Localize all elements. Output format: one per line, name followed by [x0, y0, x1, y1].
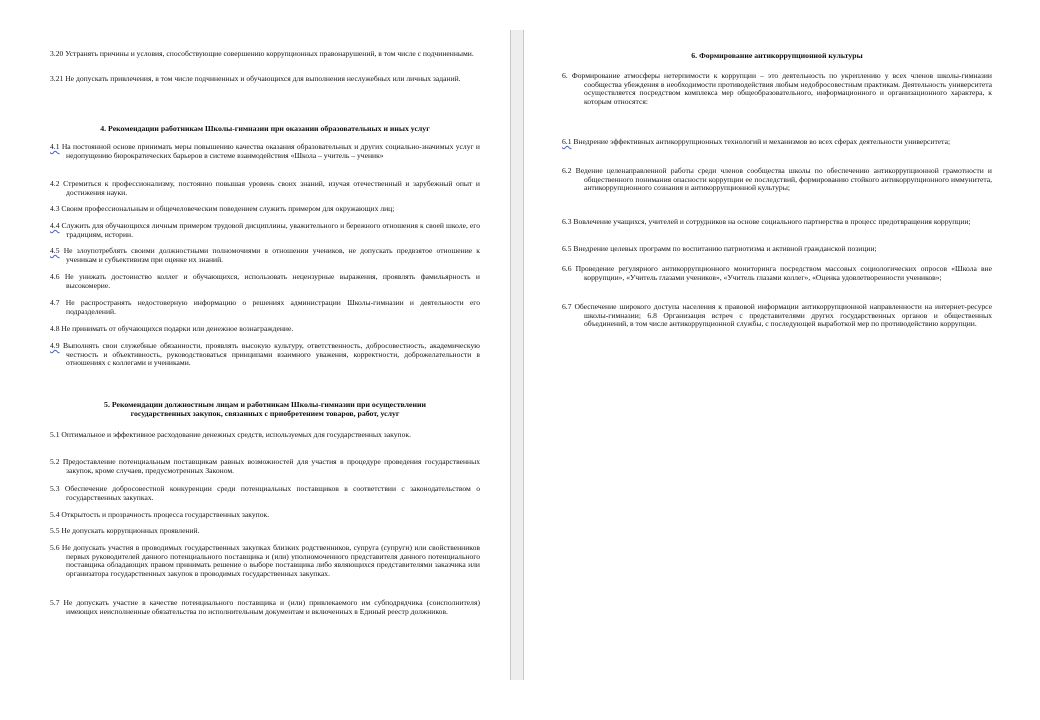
heading-section-5-line1: 5. Рекомендации должностным лицам и работникам Школы-гимназии при осуществлении — [104, 400, 426, 409]
paragraph-6: 6. Формирование атмосферы нетерпимости к коррупции – это деятельность по укреплению у всех членов школы-гимназии сообщества убеждения в необходимости противодействия любым недобросовестным практикам. Деятельность университета осуществляется посредством комплекса мер общеобразовательного, информационного и организационного характера, к которым относятся: — [562, 71, 992, 106]
paragraph-6-3: 6.3 Вовлечение учащихся, учителей и сотрудников на основе социального партнерства в процесс предотвращения коррупции; — [562, 217, 971, 226]
paragraph-4-7: 4.7 Не распространять недостоверную информацию о решениях администрации Школы-гимназии и деятельности его подразделений. — [50, 298, 480, 316]
paragraph-6-7: 6.7 Обеспечение широкого доступа населения к правовой информации антикоррупционной направленности на интернет-ресурсе школы-гимназии; 6.8 Организация встреч с представителями других государственных органов и общественных объединений, в том числе антикоррупционной службы, с последующей выработкой мер по противодействию коррупции. — [562, 302, 992, 328]
paragraph-4-4: 4.4 Служить для обучающихся личным примером трудовой дисциплины, уважительного и бережного отношения к своей школе, его традициям, истории. — [50, 221, 480, 239]
paragraph-3-21: 3.21 Не допускать привлечения, в том числе подчиненных и обучающихся для выполнения неслужебных или личных заданий. — [50, 74, 461, 83]
paragraph-6-1: 6.1 Внедрение эффективных антикоррупционных технологий и механизмов во всех сферах деятельности университета; — [562, 137, 951, 146]
paragraph-5-1: 5.1 Оптимальное и эффективное расходование денежных средств, используемых для государственных закупок. — [50, 430, 411, 439]
document-page-left — [50, 30, 480, 680]
paragraph-4-6: 4.6 Не унижать достоинство коллег и обучающихся, использовать нецензурные выражения, проявлять фамильярность и высокомерие. — [50, 272, 480, 290]
paragraph-5-3: 5.3 Обеспечение добросовестной конкуренции среди потенциальных поставщиков в соответствии с законодательством о государственных закупках. — [50, 484, 480, 502]
paragraph-4-3: 4.3 Своим профессиональным и общечеловеческим поведением служить примером для окружающих лиц; — [50, 204, 395, 213]
paragraph-5-2: 5.2 Предоставление потенциальным поставщикам равных возможностей для участия в процедуре проведения государственных закупок, кроме случаев, предусмотренных Законом. — [50, 457, 480, 475]
paragraph-6-2: 6.2 Ведение целенаправленной работы среди членов сообщества школы по обеспечению антикоррупционной грамотности и общественного понимания опасности коррупции ее последствий, формированию стойкого антикоррупционного иммунитета, антикоррупционного сознания и антикоррупционной культуры; — [562, 166, 992, 192]
heading-section-4: 4. Рекомендации работникам Школы-гимназии при оказании образовательных и иных услуг — [100, 124, 430, 133]
paragraph-5-4: 5.4 Открытость и прозрачность процесса государственных закупок. — [50, 510, 270, 519]
paragraph-4-1: 4.1 На постоянной основе принимать меры повышению качества оказания образовательных и других социально-значимых услуг и недопущению бюрократических барьеров в системе взаимодействия «Школа – учитель – ученик» — [50, 142, 480, 160]
paragraph-3-20: 3.20 Устранять причины и условия, способствующие совершению коррупционных правонарушений, в том числе с подчиненными. — [50, 49, 474, 58]
paragraph-4-2: 4.2 Стремиться к профессионализму, постоянно повышая уровень своих знаний, изучая отечественный и зарубежный опыт и достижения науки. — [50, 179, 480, 197]
paragraph-5-7: 5.7 Не допускать участие в качестве потенциального поставщика и (или) привлекаемого им субподрядчика (соисполнителя) имеющих неисполненные обязательства по исполнительным документам и включенных в Единый реестр должников. — [50, 598, 480, 616]
heading-section-5-line2: государственных закупок, связанных с приобретением товаров, работ, услуг — [130, 409, 400, 418]
paragraph-4-8: 4.8 Не принимать от обучающихся подарки или денежное вознаграждение. — [50, 324, 294, 333]
page-separator — [510, 30, 524, 680]
paragraph-5-5: 5.5 Не допускать коррупционных проявлений. — [50, 526, 200, 535]
paragraph-4-9: 4.9 Выполнять свои служебные обязанности, проявлять высокую культуру, ответственность, добросовестность, академическую честность и объективность, руководствоваться принципами взаимного уважения, корректности, доброжелательности в отношениях с коллегами и учениками. — [50, 341, 480, 367]
document-page-right — [562, 30, 992, 680]
paragraph-4-5: 4.5 Не злоупотреблять своими должностными полномочиями в отношении учеников, не допускать предвзятое отношение к ученикам и субъективизм при оценке их знаний. — [50, 246, 480, 264]
paragraph-6-6: 6.6 Проведение регулярного антикоррупционного мониторинга посредством массовых социологических опросов «Школа вне коррупции», «Учитель глазами учеников», «Учитель глазами коллег», «Оценка удовлетворенности учеников»; — [562, 264, 992, 282]
paragraph-5-6: 5.6 Не допускать участия в проводимых государственных закупках близких родственников, супруга (супруги) или свойственников первых руководителей данного потенциального поставщика и (или) уполномоченного представителя данного потенциального поставщика обладающих правом принимать решение о выборе поставщика либо являющихся представителями заказчика или организатора государственных закупок в проводимых государственных закупках. — [50, 543, 480, 578]
paragraph-6-5: 6.5 Внедрение целевых программ по воспитанию патриотизма и активной гражданской позиции; — [562, 244, 877, 253]
heading-section-6: 6. Формирование антикоррупционной культуры — [691, 51, 863, 60]
